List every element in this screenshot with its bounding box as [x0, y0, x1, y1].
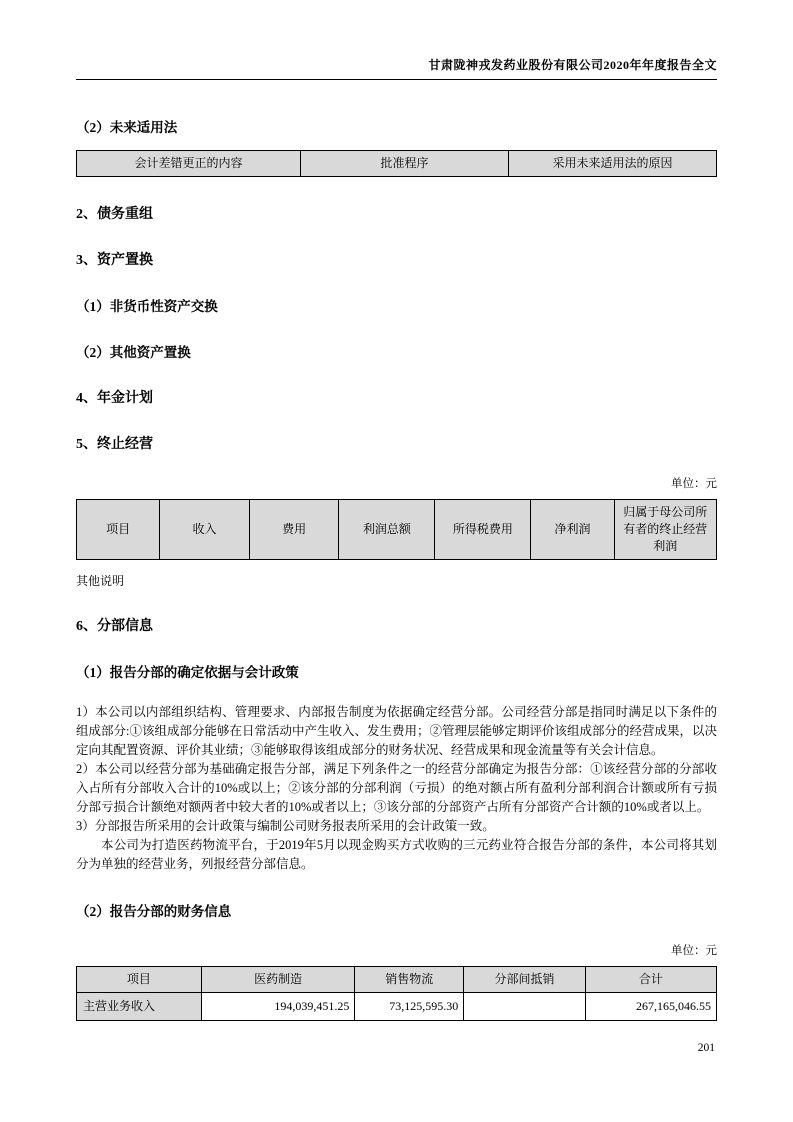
- paragraph-2: 2）本公司以经营分部为基础确定报告分部，满足下列条件之一的经营分部确定为报告分部：①该经营分部的分部收入占所有分部收入合计的10%或以上；②该分部的分部利润（亏损）的绝对额占所有盈利分部利润合计额或所有亏损分部亏损合计额绝对额两者中较大者的10%或者以上；③该分部的分部资产占所有分部资产合计额的10%或者以上。: [76, 762, 717, 814]
- heading-segment-info: 6、分部信息: [76, 619, 153, 634]
- correction-content-header: 会计差错更正的内容: [77, 151, 301, 177]
- total-value: 267,165,046.55: [585, 993, 716, 1021]
- intersegment-elimination-value: [464, 993, 586, 1021]
- total-header: 合计: [585, 967, 716, 993]
- table-header-row: [77, 500, 717, 560]
- heading-debt-restructuring: 2、债务重组: [76, 207, 153, 222]
- heading-other-replacement: （2）其他资产置换: [76, 345, 191, 360]
- income-tax-header: 所得税费用: [435, 500, 531, 560]
- income-header: 收入: [160, 500, 250, 560]
- heading-segment-financial: （2）报告分部的财务信息: [76, 904, 232, 919]
- approval-procedure-header: 批准程序: [301, 151, 509, 177]
- paragraph-1: 1）本公司以内部组织结构、管理要求、内部报告制度为依据确定经营分部。公司经营分部是指同时满足以下条件的组成部分:①该组成部分能够在日常活动中产生收入、发生费用；②管理层能够定期评价该组成部分的经营成果，以决定向其配置资源、评价其业绩；③能够取得该组成部分的财务状况、经营成果和现金流量等有关会计信息。: [76, 705, 717, 757]
- heading-nonmonetary-exchange: （1）非货币性资产交换: [76, 299, 218, 314]
- accounting-correction-table: [76, 150, 717, 177]
- segment-policy-paragraphs: [76, 703, 717, 874]
- paragraph-3: 3）分部报告所采用的会计政策与编制公司财务报表所采用的会计政策一致。: [76, 819, 495, 833]
- heading-segment-basis: （1）报告分部的确定依据与会计政策: [76, 665, 299, 680]
- table-header-row: [77, 967, 717, 993]
- table-row: [77, 993, 717, 1021]
- pharma-manufacturing-header: 医药制造: [201, 967, 355, 993]
- segment-financial-table: [76, 966, 717, 1021]
- unit-label-segment: 单位：元: [671, 945, 717, 957]
- sales-logistics-value: 73,125,595.30: [355, 993, 464, 1021]
- document-title: 甘肃陇神戎发药业股份有限公司2020年年度报告全文: [428, 58, 717, 72]
- discontinued-operation-table: [76, 499, 717, 560]
- total-profit-header: 利润总额: [339, 500, 435, 560]
- item-header: 项目: [77, 967, 202, 993]
- net-profit-header: 净利润: [531, 500, 614, 560]
- item-header: 项目: [77, 500, 160, 560]
- document-header: [76, 56, 717, 80]
- table-header-row: [77, 151, 717, 177]
- expense-header: 费用: [249, 500, 339, 560]
- heading-asset-replacement: 3、资产置换: [76, 253, 153, 268]
- pharma-manufacturing-value: 194,039,451.25: [201, 993, 355, 1021]
- heading-discontinued-operation: 5、终止经营: [76, 437, 153, 452]
- parent-attributable-header: 归属于母公司所有者的终止经营利润: [614, 500, 716, 560]
- unit-label-discontinued: 单位：元: [671, 478, 717, 490]
- row-label-main-revenue: 主营业务收入: [77, 993, 202, 1021]
- other-note: 其他说明: [76, 574, 125, 588]
- paragraph-4: 本公司为打造医药物流平台，于2019年5月以现金购买方式收购的三元药业符合报告分部的条件，本公司将其划分为单独的经营业务，列报经营分部信息。: [76, 838, 717, 871]
- heading-future-application-method: （2）未来适用法: [76, 120, 178, 135]
- future-method-reason-header: 采用未来适用法的原因: [509, 151, 717, 177]
- heading-annuity-plan: 4、年金计划: [76, 391, 153, 406]
- page-number: 201: [697, 1042, 715, 1054]
- intersegment-elimination-header: 分部间抵销: [464, 967, 586, 993]
- sales-logistics-header: 销售物流: [355, 967, 464, 993]
